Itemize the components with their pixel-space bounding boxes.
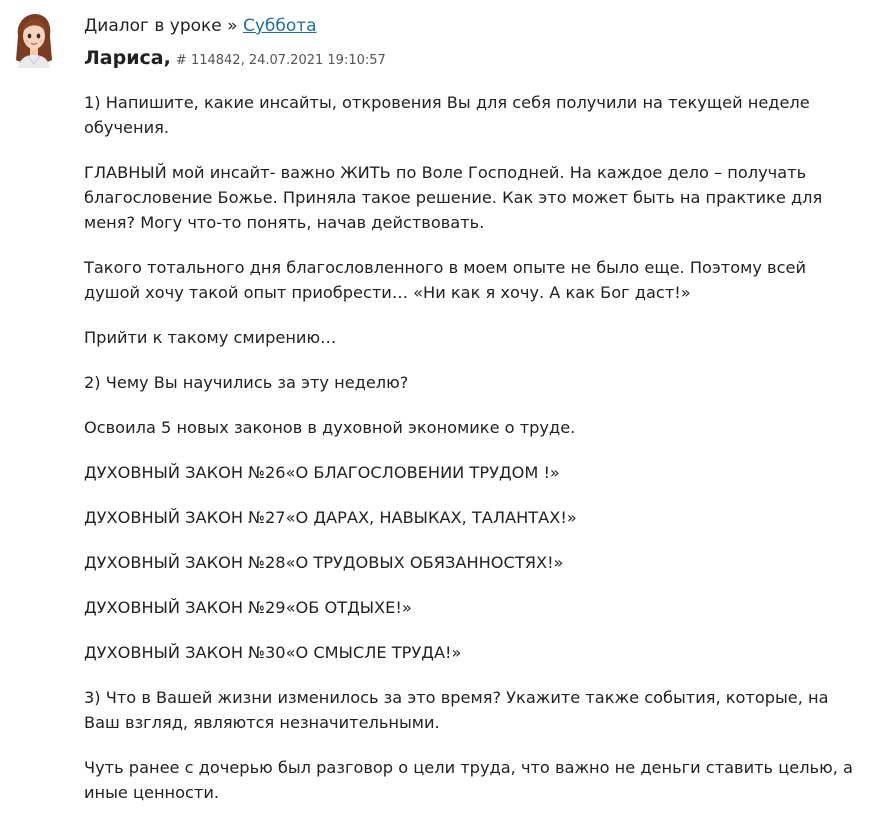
comment-paragraph: Чуть ранее с дочерью был разговор о цели труда, что важно не деньги ставить целью, а иные ценности. bbox=[84, 758, 853, 802]
comment-paragraph: ДУХОВНЫЙ ЗАКОН №30«О СМЫСЛЕ ТРУДА!» bbox=[84, 643, 462, 662]
comment-paragraph: ДУХОВНЫЙ ЗАКОН №27«О ДАРАХ, НАВЫКАХ, ТАЛАНТАХ!» bbox=[84, 508, 577, 527]
comment-author: Лариса, bbox=[84, 47, 171, 69]
comment-paragraph: ДУХОВНЫЙ ЗАКОН №26«О БЛАГОСЛОВЕНИИ ТРУДОМ !» bbox=[84, 463, 560, 482]
breadcrumb-prefix: Диалог в уроке » bbox=[84, 16, 238, 36]
comment-paragraph: ДУХОВНЫЙ ЗАКОН №28«О ТРУДОВЫХ ОБЯЗАННОСТЯХ!» bbox=[84, 553, 564, 572]
comment-paragraph: Освоила 5 новых законов в духовной экономике о труде. bbox=[84, 418, 576, 437]
comment-paragraph: 3) Что в Вашей жизни изменилось за это время? Укажите также события, которые, на Ваш взгляд, являются незначительными. bbox=[84, 688, 829, 732]
comment-paragraph: 2) Чему Вы научились за эту неделю? bbox=[84, 373, 409, 392]
comment-paragraph: Прийти к такому смирению… bbox=[84, 328, 337, 347]
comment-paragraph: ДУХОВНЫЙ ЗАКОН №29«ОБ ОТДЫХЕ!» bbox=[84, 598, 412, 617]
breadcrumb bbox=[84, 15, 317, 37]
comment-meta bbox=[84, 47, 386, 69]
breadcrumb-link-lesson[interactable]: Суббота bbox=[242, 16, 317, 36]
comment-body bbox=[84, 90, 859, 825]
user-avatar-icon bbox=[12, 12, 56, 68]
avatar bbox=[12, 12, 56, 68]
comment-paragraph: ГЛАВНЫЙ мой инсайт- важно ЖИТЬ по Воле Господней. На каждое дело – получать благословение Божье. Приняла такое решение. Как это может быть на практике для меня? Могу что-то понять, начав действовать. bbox=[84, 163, 823, 232]
comment-paragraph: Такого тотального дня благословленного в моем опыте не было еще. Поэтому всей душой хочу такой опыт приобрести… «Ни как я хочу. А как Бог даст!» bbox=[84, 258, 806, 302]
comment-post-info: # 114842, 24.07.2021 19:10:57 bbox=[175, 53, 386, 68]
comment-paragraph: 1) Напишите, какие инсайты, откровения Вы для себя получили на текущей неделе обучения. bbox=[84, 93, 810, 137]
